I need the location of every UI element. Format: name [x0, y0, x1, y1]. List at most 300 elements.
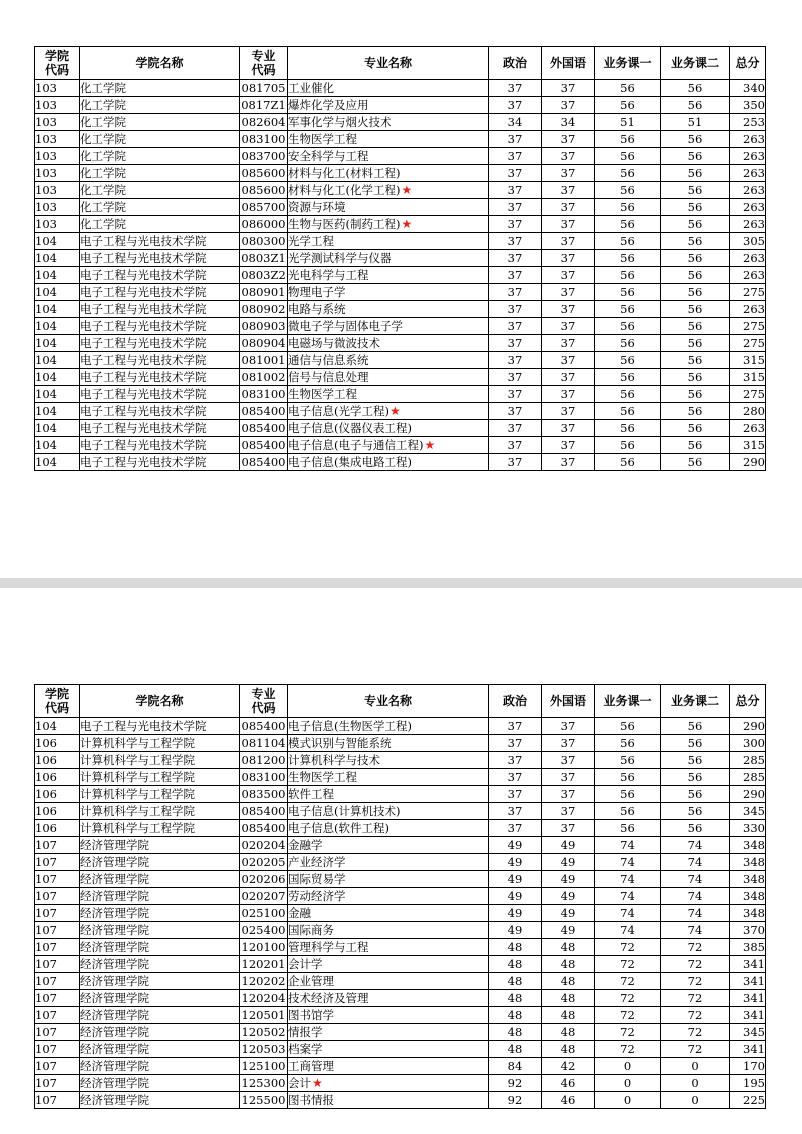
total-score-cell: 290	[730, 786, 766, 803]
subject-1-score-cell: 56	[595, 786, 661, 803]
college-name-cell: 经济管理学院	[80, 837, 240, 854]
subject-2-score-cell: 74	[661, 922, 730, 939]
subject-1-score-cell: 74	[595, 888, 661, 905]
major-name-text: 光电科学与工程	[288, 268, 369, 282]
major-name-text: 电子信息(计算机技术)	[288, 804, 401, 818]
table-row	[35, 803, 766, 820]
subject-2-score-cell: 56	[661, 165, 730, 182]
major-code-cell: 020207	[240, 888, 288, 905]
table-row	[35, 420, 766, 437]
total-score-cell: 285	[730, 752, 766, 769]
major-code-cell: 080901	[240, 284, 288, 301]
foreign-language-score-cell: 37	[542, 403, 595, 420]
table-row	[35, 1092, 766, 1109]
major-name-cell	[288, 871, 489, 888]
total-score-cell: 275	[730, 335, 766, 352]
table-row	[35, 352, 766, 369]
subject-1-score-cell: 56	[595, 216, 661, 233]
total-score-cell: 350	[730, 97, 766, 114]
subject-2-score-cell: 74	[661, 854, 730, 871]
table-row	[35, 216, 766, 233]
foreign-language-score-cell: 37	[542, 752, 595, 769]
star-icon: ★	[312, 1076, 323, 1090]
header-college-code: 学院代码	[35, 47, 80, 80]
college-name-cell: 经济管理学院	[80, 973, 240, 990]
college-name-cell: 电子工程与光电技术学院	[80, 318, 240, 335]
foreign-language-score-cell: 37	[542, 148, 595, 165]
subject-2-score-cell: 72	[661, 990, 730, 1007]
table-row	[35, 386, 766, 403]
major-name-cell	[288, 437, 489, 454]
politics-score-cell: 37	[489, 386, 542, 403]
header-subject-2: 业务课二	[661, 47, 730, 80]
total-score-cell: 370	[730, 922, 766, 939]
table-row	[35, 437, 766, 454]
subject-1-score-cell: 72	[595, 939, 661, 956]
major-name-text: 情报学	[288, 1025, 323, 1039]
major-name-cell	[288, 990, 489, 1007]
major-name-text: 生物医学工程	[288, 770, 357, 784]
major-name-text: 电子信息(仪器仪表工程)	[288, 421, 412, 435]
major-code-cell: 085400	[240, 403, 288, 420]
subject-2-score-cell: 56	[661, 454, 730, 471]
total-score-cell: 263	[730, 148, 766, 165]
major-code-cell: 120201	[240, 956, 288, 973]
major-name-text: 企业管理	[288, 974, 334, 988]
major-name-text: 生物医学工程	[288, 387, 357, 401]
college-code-cell: 104	[35, 301, 80, 318]
politics-score-cell: 48	[489, 1007, 542, 1024]
subject-1-score-cell: 74	[595, 871, 661, 888]
total-score-cell: 290	[730, 454, 766, 471]
major-code-cell: 081002	[240, 369, 288, 386]
politics-score-cell: 92	[489, 1075, 542, 1092]
subject-2-score-cell: 56	[661, 199, 730, 216]
total-score-cell: 170	[730, 1058, 766, 1075]
foreign-language-score-cell: 37	[542, 267, 595, 284]
politics-score-cell: 37	[489, 820, 542, 837]
major-name-text: 档案学	[288, 1042, 323, 1056]
major-name-text: 军事化学与烟火技术	[288, 115, 392, 129]
major-name-text: 电子信息(生物医学工程)	[288, 719, 412, 733]
total-score-cell: 348	[730, 888, 766, 905]
subject-2-score-cell: 0	[661, 1075, 730, 1092]
college-name-cell: 经济管理学院	[80, 922, 240, 939]
foreign-language-score-cell: 37	[542, 820, 595, 837]
foreign-language-score-cell: 48	[542, 939, 595, 956]
foreign-language-score-cell: 49	[542, 854, 595, 871]
subject-1-score-cell: 56	[595, 769, 661, 786]
major-name-cell	[288, 1075, 489, 1092]
college-code-cell: 103	[35, 80, 80, 97]
subject-1-score-cell: 56	[595, 403, 661, 420]
major-name-cell	[288, 837, 489, 854]
college-code-cell: 107	[35, 854, 80, 871]
major-name-text: 工业催化	[288, 81, 334, 95]
major-name-text: 金融学	[288, 838, 323, 852]
foreign-language-score-cell: 37	[542, 352, 595, 369]
college-name-cell: 计算机科学与工程学院	[80, 786, 240, 803]
subject-2-score-cell: 56	[661, 233, 730, 250]
major-name-cell	[288, 80, 489, 97]
college-name-cell: 经济管理学院	[80, 888, 240, 905]
politics-score-cell: 37	[489, 735, 542, 752]
foreign-language-score-cell: 37	[542, 216, 595, 233]
major-name-cell	[288, 420, 489, 437]
major-name-cell	[288, 114, 489, 131]
subject-1-score-cell: 72	[595, 1041, 661, 1058]
major-name-text: 会计	[288, 1076, 311, 1090]
foreign-language-score-cell: 46	[542, 1075, 595, 1092]
total-score-cell: 253	[730, 114, 766, 131]
foreign-language-score-cell: 49	[542, 905, 595, 922]
college-code-cell: 107	[35, 837, 80, 854]
total-score-cell: 315	[730, 437, 766, 454]
politics-score-cell: 37	[489, 233, 542, 250]
major-code-cell: 085400	[240, 803, 288, 820]
major-code-cell: 083500	[240, 786, 288, 803]
table-row	[35, 1041, 766, 1058]
major-name-text: 金融	[288, 906, 311, 920]
college-code-cell: 107	[35, 1092, 80, 1109]
foreign-language-score-cell: 37	[542, 769, 595, 786]
major-name-text: 安全科学与工程	[288, 149, 369, 163]
subject-2-score-cell: 0	[661, 1092, 730, 1109]
subject-2-score-cell: 56	[661, 250, 730, 267]
table-row	[35, 250, 766, 267]
college-code-cell: 104	[35, 250, 80, 267]
politics-score-cell: 37	[489, 335, 542, 352]
header-total: 总分	[730, 685, 766, 718]
college-name-cell: 化工学院	[80, 97, 240, 114]
subject-2-score-cell: 56	[661, 318, 730, 335]
college-name-cell: 电子工程与光电技术学院	[80, 437, 240, 454]
major-code-cell: 125500	[240, 1092, 288, 1109]
politics-score-cell: 37	[489, 80, 542, 97]
politics-score-cell: 49	[489, 922, 542, 939]
subject-1-score-cell: 0	[595, 1058, 661, 1075]
subject-1-score-cell: 0	[595, 1092, 661, 1109]
politics-score-cell: 37	[489, 131, 542, 148]
subject-2-score-cell: 56	[661, 131, 730, 148]
college-name-cell: 经济管理学院	[80, 1058, 240, 1075]
major-code-cell: 120204	[240, 990, 288, 1007]
subject-1-score-cell: 56	[595, 284, 661, 301]
major-name-text: 材料与化工(材料工程)	[288, 166, 401, 180]
total-score-cell: 195	[730, 1075, 766, 1092]
major-name-text: 工商管理	[288, 1059, 334, 1073]
major-name-cell	[288, 318, 489, 335]
major-name-text: 生物医学工程	[288, 132, 357, 146]
header-major-name: 专业名称	[288, 685, 489, 718]
college-code-cell: 103	[35, 131, 80, 148]
major-name-cell	[288, 131, 489, 148]
college-code-cell: 107	[35, 1041, 80, 1058]
header-foreign-language: 外国语	[542, 685, 595, 718]
star-icon: ★	[389, 404, 401, 418]
subject-1-score-cell: 56	[595, 820, 661, 837]
college-name-cell: 计算机科学与工程学院	[80, 735, 240, 752]
college-name-cell: 化工学院	[80, 148, 240, 165]
politics-score-cell: 37	[489, 284, 542, 301]
subject-1-score-cell: 56	[595, 131, 661, 148]
politics-score-cell: 48	[489, 1024, 542, 1041]
college-code-cell: 107	[35, 973, 80, 990]
major-code-cell: 080903	[240, 318, 288, 335]
major-code-cell: 025400	[240, 922, 288, 939]
subject-2-score-cell: 56	[661, 718, 730, 735]
college-name-cell: 电子工程与光电技术学院	[80, 403, 240, 420]
politics-score-cell: 37	[489, 420, 542, 437]
major-name-cell	[288, 284, 489, 301]
major-code-cell: 081705	[240, 80, 288, 97]
subject-2-score-cell: 56	[661, 97, 730, 114]
header-major-code: 专业代码	[240, 47, 288, 80]
college-name-cell: 计算机科学与工程学院	[80, 820, 240, 837]
major-code-cell: 0803Z2	[241, 268, 286, 282]
header-college-code: 学院代码	[35, 685, 80, 718]
table-row	[35, 148, 766, 165]
foreign-language-score-cell: 37	[542, 369, 595, 386]
foreign-language-score-cell: 48	[542, 1007, 595, 1024]
college-name-cell: 化工学院	[80, 131, 240, 148]
table-row	[35, 871, 766, 888]
major-name-text: 管理科学与工程	[288, 940, 369, 954]
subject-2-score-cell: 74	[661, 905, 730, 922]
table-body	[35, 80, 766, 471]
major-code-cell: 125100	[240, 1058, 288, 1075]
college-name-cell: 化工学院	[80, 80, 240, 97]
subject-1-score-cell: 56	[595, 148, 661, 165]
major-code-cell: 085400	[240, 718, 288, 735]
politics-score-cell: 49	[489, 837, 542, 854]
table-row	[35, 403, 766, 420]
major-name-text: 电子信息(电子与通信工程)	[288, 438, 424, 452]
subject-1-score-cell: 56	[595, 437, 661, 454]
politics-score-cell: 37	[489, 318, 542, 335]
college-code-cell: 104	[35, 454, 80, 471]
college-name-cell: 经济管理学院	[80, 1041, 240, 1058]
total-score-cell: 263	[730, 301, 766, 318]
major-name-cell	[288, 301, 489, 318]
foreign-language-score-cell: 37	[542, 233, 595, 250]
table-row	[35, 165, 766, 182]
major-code-cell: 085400	[240, 820, 288, 837]
table-row	[35, 769, 766, 786]
subject-2-score-cell: 74	[661, 888, 730, 905]
college-code-cell: 107	[35, 939, 80, 956]
table-row	[35, 820, 766, 837]
subject-2-score-cell: 51	[661, 114, 730, 131]
foreign-language-score-cell: 37	[542, 454, 595, 471]
table-row	[35, 786, 766, 803]
subject-2-score-cell: 56	[661, 267, 730, 284]
subject-1-score-cell: 72	[595, 1024, 661, 1041]
table-row	[35, 735, 766, 752]
college-code-cell: 107	[35, 1058, 80, 1075]
foreign-language-score-cell: 37	[542, 301, 595, 318]
major-name-cell	[288, 165, 489, 182]
subject-2-score-cell: 56	[661, 335, 730, 352]
total-score-cell: 315	[730, 352, 766, 369]
subject-2-score-cell: 56	[661, 369, 730, 386]
major-name-cell	[288, 956, 489, 973]
foreign-language-score-cell: 37	[542, 786, 595, 803]
major-code-cell: 0803Z1	[241, 251, 286, 265]
table-row	[35, 752, 766, 769]
subject-1-score-cell: 0	[595, 1075, 661, 1092]
total-score-cell: 263	[730, 131, 766, 148]
subject-2-score-cell: 72	[661, 1007, 730, 1024]
total-score-cell: 263	[730, 165, 766, 182]
subject-1-score-cell: 51	[595, 114, 661, 131]
subject-1-score-cell: 56	[595, 420, 661, 437]
subject-1-score-cell: 72	[595, 973, 661, 990]
subject-1-score-cell: 56	[595, 735, 661, 752]
politics-score-cell: 37	[489, 250, 542, 267]
major-name-cell	[288, 905, 489, 922]
total-score-cell: 348	[730, 905, 766, 922]
foreign-language-score-cell: 49	[542, 837, 595, 854]
foreign-language-score-cell: 37	[542, 437, 595, 454]
table-row	[35, 114, 766, 131]
major-name-text: 电路与系统	[288, 302, 346, 316]
total-score-cell: 300	[730, 735, 766, 752]
foreign-language-score-cell: 37	[542, 718, 595, 735]
major-name-cell	[288, 1058, 489, 1075]
major-name-text: 光学测试科学与仪器	[288, 251, 392, 265]
major-name-text: 图书馆学	[288, 1008, 334, 1022]
politics-score-cell: 37	[489, 199, 542, 216]
major-code-cell: 081104	[240, 735, 288, 752]
major-name-cell	[288, 854, 489, 871]
total-score-cell: 305	[730, 233, 766, 250]
subject-1-score-cell: 56	[595, 267, 661, 284]
total-score-cell: 348	[730, 837, 766, 854]
total-score-cell: 330	[730, 820, 766, 837]
major-name-text: 电子信息(软件工程)	[288, 821, 389, 835]
politics-score-cell: 37	[489, 437, 542, 454]
major-code-cell: 081200	[240, 752, 288, 769]
subject-2-score-cell: 56	[661, 735, 730, 752]
major-name-cell	[288, 769, 489, 786]
politics-score-cell: 84	[489, 1058, 542, 1075]
foreign-language-score-cell: 48	[542, 1024, 595, 1041]
total-score-cell: 263	[730, 267, 766, 284]
politics-score-cell: 37	[489, 803, 542, 820]
subject-1-score-cell: 56	[595, 352, 661, 369]
major-code-cell: 120100	[240, 939, 288, 956]
college-code-cell: 103	[35, 165, 80, 182]
college-code-cell: 104	[35, 267, 80, 284]
major-name-cell	[288, 922, 489, 939]
college-code-cell: 104	[35, 403, 80, 420]
subject-1-score-cell: 72	[595, 956, 661, 973]
total-score-cell: 225	[730, 1092, 766, 1109]
politics-score-cell: 37	[489, 97, 542, 114]
politics-score-cell: 37	[489, 752, 542, 769]
table-row	[35, 318, 766, 335]
major-name-text: 生物与医药(制药工程)	[288, 217, 401, 231]
politics-score-cell: 37	[489, 216, 542, 233]
subject-1-score-cell: 56	[595, 301, 661, 318]
table-row	[35, 284, 766, 301]
subject-1-score-cell: 56	[595, 199, 661, 216]
subject-1-score-cell: 56	[595, 233, 661, 250]
major-code-cell: 082604	[240, 114, 288, 131]
header-row	[35, 47, 766, 80]
subject-2-score-cell: 56	[661, 182, 730, 199]
subject-2-score-cell: 56	[661, 820, 730, 837]
subject-1-score-cell: 56	[595, 250, 661, 267]
college-code-cell: 106	[35, 820, 80, 837]
college-name-cell: 电子工程与光电技术学院	[80, 250, 240, 267]
table-row	[35, 973, 766, 990]
college-code-cell: 103	[35, 199, 80, 216]
total-score-cell: 275	[730, 318, 766, 335]
subject-1-score-cell: 56	[595, 386, 661, 403]
college-code-cell: 106	[35, 803, 80, 820]
college-name-cell: 化工学院	[80, 114, 240, 131]
subject-2-score-cell: 56	[661, 284, 730, 301]
major-name-cell	[288, 233, 489, 250]
header-politics: 政治	[489, 47, 542, 80]
subject-2-score-cell: 56	[661, 80, 730, 97]
major-name-text: 会计学	[288, 957, 323, 971]
major-code-cell: 083700	[240, 148, 288, 165]
subject-2-score-cell: 56	[661, 352, 730, 369]
college-code-cell: 104	[35, 233, 80, 250]
total-score-cell: 340	[730, 80, 766, 97]
politics-score-cell: 37	[489, 352, 542, 369]
college-code-cell: 104	[35, 369, 80, 386]
major-name-cell	[288, 250, 489, 267]
subject-2-score-cell: 72	[661, 939, 730, 956]
college-name-cell: 电子工程与光电技术学院	[80, 369, 240, 386]
table-row	[35, 97, 766, 114]
college-name-cell: 经济管理学院	[80, 939, 240, 956]
subject-1-score-cell: 74	[595, 837, 661, 854]
politics-score-cell: 49	[489, 854, 542, 871]
total-score-cell: 263	[730, 420, 766, 437]
table-row	[35, 905, 766, 922]
major-name-cell	[288, 148, 489, 165]
subject-1-score-cell: 56	[595, 182, 661, 199]
subject-2-score-cell: 56	[661, 769, 730, 786]
subject-1-score-cell: 56	[595, 165, 661, 182]
subject-2-score-cell: 0	[661, 1058, 730, 1075]
college-code-cell: 107	[35, 922, 80, 939]
major-code-cell: 085600	[240, 182, 288, 199]
major-name-cell	[288, 369, 489, 386]
major-name-text: 国际贸易学	[288, 872, 346, 886]
major-code-cell: 080300	[240, 233, 288, 250]
table-row	[35, 233, 766, 250]
subject-1-score-cell: 56	[595, 454, 661, 471]
college-name-cell: 经济管理学院	[80, 990, 240, 1007]
college-code-cell: 103	[35, 216, 80, 233]
major-code-cell: 120502	[240, 1024, 288, 1041]
table-row	[35, 80, 766, 97]
subject-2-score-cell: 72	[661, 973, 730, 990]
major-code-cell: 083100	[240, 769, 288, 786]
major-name-text: 图书情报	[288, 1093, 334, 1107]
politics-score-cell: 37	[489, 718, 542, 735]
table-row	[35, 454, 766, 471]
table-row	[35, 199, 766, 216]
subject-2-score-cell: 72	[661, 1024, 730, 1041]
subject-1-score-cell: 74	[595, 922, 661, 939]
